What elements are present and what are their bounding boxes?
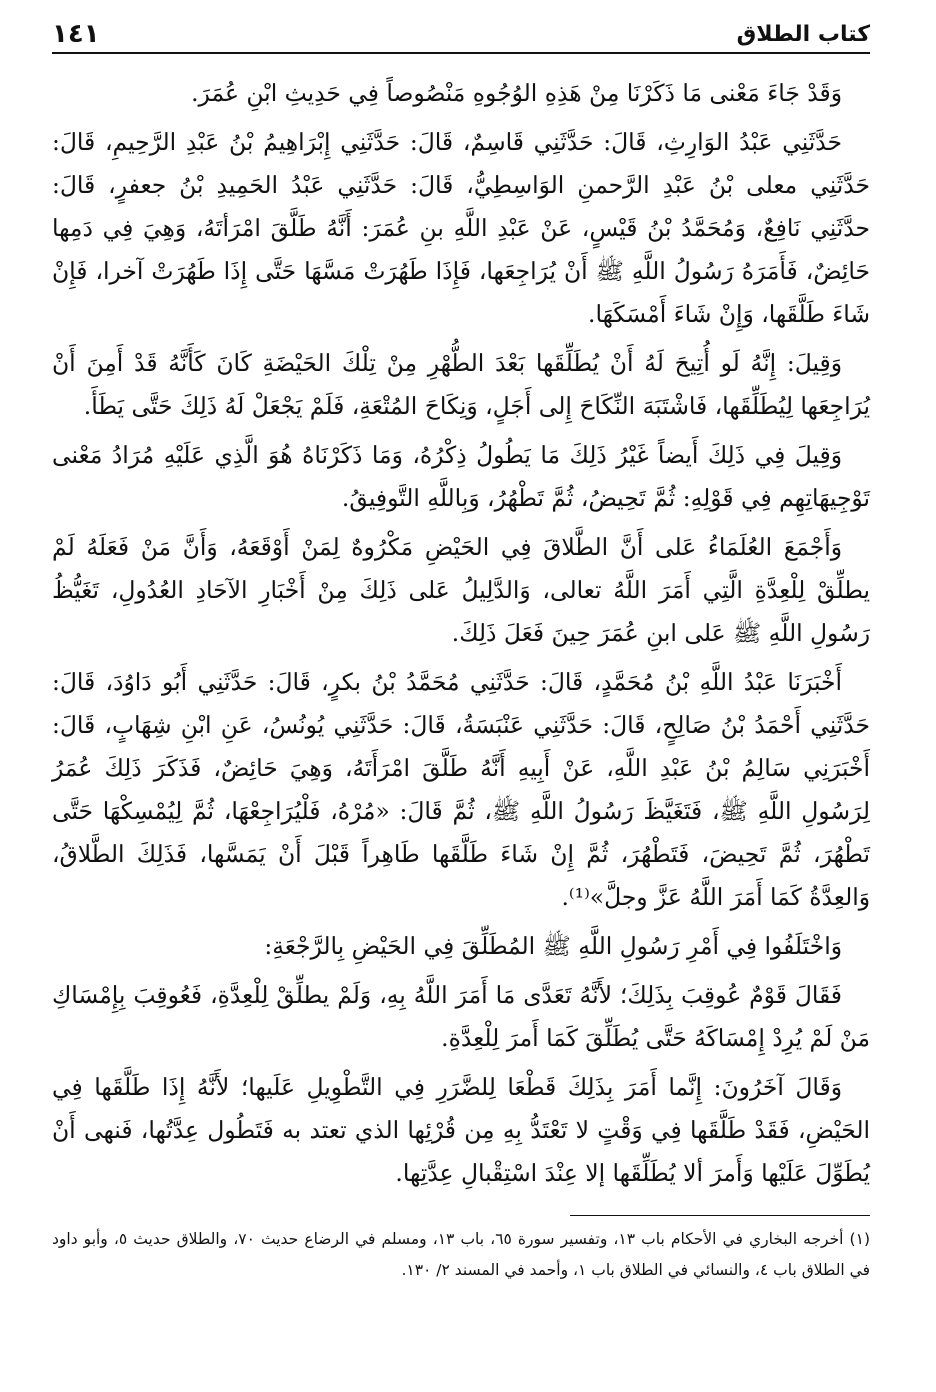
footnote-divider (570, 1215, 870, 1216)
book-title: كتاب الطلاق (736, 22, 870, 47)
footnote: (١) أخرجه البخاري في الأحكام باب ١٣، وتفسير سورة ٦٥، باب ١٣، ومسلم في الرضاع حديث ٧٠، والطلاق حديث ٥، وأبو داود في الطلاق باب ٤، والنسائي في الطلاق باب ١، وأحمد في المسند ٢/ ١٣٠. (52, 1230, 870, 1279)
page-number: ١٤١ (52, 19, 100, 49)
running-header (52, 14, 870, 54)
paragraph: وَقَدْ جَاءَ مَعْنى مَا ذَكَرْنَا مِنْ هَذِهِ الوُجُوهِ مَنْصُوصاً فِي حَدِيثِ ابْنِ عُمَرَ. (191, 79, 842, 107)
paragraph: وَاخْتَلَفُوا فِي أَمْرِ رَسُولِ اللَّهِ ﷺ المُطَلِّقَ فِي الحَيْضِ بِالرَّجْعَةِ: (264, 932, 842, 960)
paragraph: حَدَّثَنِي عَبْدُ الوَارِثِ، قَالَ: حَدَّثَنِي قَاسِمٌ، قَالَ: حَدَّثَنِي إِبْرَاهِيمُ بْنُ عَبْدِ الرَّحِيمِ، قَالَ: حَدَّثَنِي معلى بْنُ عَبْدِ الرَّحمنِ الوَاسِطِيُّ، قَالَ: حَدَّثَنِي عَبْدُ الحَمِيدِ بْنُ جعفرٍ، قَالَ: حدَّثَنِي نَافِعٌ، وَمُحَمَّدُ بْنُ قَيْسٍ، عَنْ عَبْدِ اللَّهِ بنِ عُمَرَ: أَنَّهُ طَلَّقَ امْرَأتَهُ، وَهِيَ فِي دَمِها حَائِضٌ، فَأَمَرَهُ رَسُولُ اللَّهِ ﷺ أَنْ يُرَاجِعَها، فَإِذَا طَهُرَتْ مَسَّهَا حَتَّى إِذَا طَهُرَتْ آخرا، فَإِنْ شَاءَ طَلَّقَها، وَإِنْ شَاءَ أَمْسَكَهَا. (52, 128, 870, 328)
main-text (52, 72, 870, 1195)
paragraph: وَقَالَ آخَرُونَ: إِنَّما أَمَرَ بِذَلِكَ قَطْعَا لِلضَّرَرِ فِي التَّطْوِيلِ عَلَيها؛ لأَنَّهُ إِذَا طَلَّقَها فِي الحَيْضِ، فَقَدْ طَلَّقَها فِي وَقْتٍ لا تَعْتَدُّ بِهِ مِن قُرْئِها الذي تعتد به فَتَطُول عِدَّتُها، فَنهى أَنْ يُطَوِّلَ عَلَيْها وَأَمرَ ألا يُطَلِّقَها إلا عِنْدَ اسْتِقْبالِ عِدَّتِها. (52, 1073, 870, 1187)
paragraph: وَأَجْمَعَ العُلَمَاءُ عَلى أَنَّ الطَّلاقَ فِي الحَيْضِ مَكْرُوهٌ لِمَنْ أَوْقَعَهُ، وَأَنَّ مَنْ فَعَلَهُ لَمْ يطلِّقْ لِلْعِدَّةِ الَّتِي أَمَرَ اللَّهُ تعالى، وَالدَّلِيلُ عَلى ذَلِكَ مِنْ أَخْبَارِ الآحَادِ العُدُولِ، تَغَيُّظُ رَسُولِ اللَّهِ ﷺ عَلى ابنِ عُمَرَ حِينَ فَعَلَ ذَلِكَ. (52, 533, 870, 647)
paragraph: أَخْبَرَنَا عَبْدُ اللَّهِ بْنُ مُحَمَّدٍ، قَالَ: حَدَّثَنِي مُحَمَّدُ بْنُ بكرٍ، قَالَ: حَدَّثَنِي أَبُو دَاوُدَ، قَالَ: حَدَّثَنِي أَحْمَدُ بْنُ صَالِحٍ، قَالَ: حَدَّثَنِي عَنْبَسَةُ، قَالَ: حَدَّثَنِي يُونُسُ، عَنِ ابْنِ شِهَابٍ، قَالَ: أَخْبَرَنِي سَالِمُ بْنُ عَبْدِ اللَّهِ، عَنْ أَبِيهِ أَنَّهُ طَلَّقَ امْرَأَتَهُ، وَهِيَ حَائِضٌ، فَذَكَرَ ذَلِكَ عُمَرُ لِرَسُولِ اللَّهِ ﷺ، فَتَغَيَّظَ رَسُولُ اللَّهِ ﷺ، ثُمَّ قَالَ: «مُرْهُ، فَلْيُرَاجِعْهَا، ثُمَّ لِيُمْسِكْهَا حَتَّى تَطْهُرَ، ثُمَّ تَحِيضَ، فَتَطْهُرَ، ثُمَّ إِنْ شَاءَ طَلَّقَها طَاهِراً قَبْلَ أَنْ يَمَسَّها، فَذَلِكَ الطَّلاقُ، وَالعِدَّةُ كَمَا أَمَرَ اللَّهُ عَزَّ وجلَّ»⁽¹⁾. (52, 668, 870, 911)
paragraph: فَقَالَ قَوْمٌ عُوقِبَ بِذَلِكَ؛ لأَنَّهُ تَعَدَّى مَا أَمَرَ اللَّهُ بِهِ، وَلَمْ يطلِّقْ لِلْعِدَّةِ، فَعُوقِبَ بِإِمْسَاكِ مَنْ لَمْ يُرِدْ إِمْسَاكَهُ حَتَّى يُطَلِّقَ كَمَا أَمرَ لِلْعِدَّةِ. (52, 981, 870, 1052)
book-page (52, 14, 870, 1374)
paragraph: وَقِيلَ فِي ذَلِكَ أَيضاً غَيْرُ ذَلِكَ مَا يَطُولُ ذِكْرُهُ، وَمَا ذَكَرْنَاهُ هُوَ الَّذِي عَلَيْهِ مُرَادُ مَعْنى تَوْجِيهَاتِهِم فِي قَوْلِهِ: ثُمَّ تَحِيضُ، ثُمَّ تَطْهُرُ، وَبِاللَّهِ التَّوفِيقُ. (52, 441, 870, 512)
paragraph: وَقِيلَ: إِنَّهُ لَو أُتِيحَ لَهُ أَنْ يُطَلِّقَها بَعْدَ الطُّهْرِ مِنْ تِلْكَ الحَيْضَةِ كَانَ كَأَنَّهُ قَدْ أَمِنَ أَنْ يُرَاجِعَها لِيُطَلِّقَها، فَاشْتَبَهَ النِّكَاحَ إِلى أَجَلٍ، وَنِكَاحَ المُتْعَةِ، فَلَمْ يَجْعَلْ لَهُ ذَلِكَ حَتَّى يَطَأَ. (52, 349, 870, 420)
